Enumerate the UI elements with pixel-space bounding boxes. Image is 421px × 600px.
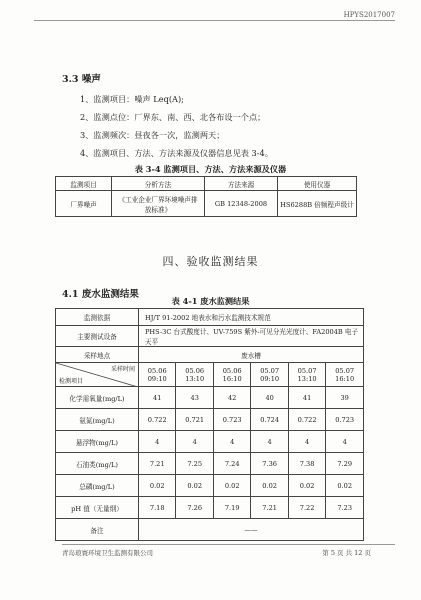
table-row bbox=[56, 409, 364, 431]
time-header-row bbox=[56, 363, 364, 387]
value-cell: 0.722 bbox=[288, 409, 325, 431]
value-cell: 41 bbox=[288, 387, 325, 409]
remark-value: —— bbox=[139, 519, 364, 541]
col-header-item: 监测项目 bbox=[56, 177, 112, 191]
chapter-title: 四、验收监测结果 bbox=[162, 255, 259, 268]
section-4-1-title: 4.1 废水监测结果 bbox=[62, 289, 139, 300]
diag-bottom-label: 检测项目 bbox=[59, 378, 84, 385]
col-header-source: 方法来源 bbox=[205, 177, 278, 191]
value-cell: 4 bbox=[139, 431, 176, 453]
table-row bbox=[56, 475, 364, 497]
cell-method: 《工业企业厂界环境噪声排放标准》 bbox=[112, 191, 205, 217]
table-row bbox=[56, 431, 364, 453]
value-cell: 0.02 bbox=[251, 475, 288, 497]
time-cell: 05.07 13:10 bbox=[288, 363, 325, 387]
cell-source: GB 12348-2008 bbox=[205, 191, 278, 217]
site-value: 废水槽 bbox=[139, 347, 364, 363]
table-4-1 bbox=[55, 308, 364, 541]
row-item-label: 总磷(mg/L) bbox=[56, 475, 139, 497]
row-item-label: 石油类(mg/L) bbox=[56, 453, 139, 475]
value-cell: 0.02 bbox=[326, 475, 364, 497]
value-cell: 7.21 bbox=[251, 497, 288, 519]
value-cell: 7.19 bbox=[213, 497, 250, 519]
header-rule bbox=[34, 20, 395, 21]
value-cell: 41 bbox=[139, 387, 176, 409]
table-row bbox=[56, 453, 364, 475]
value-cell: 4 bbox=[326, 431, 364, 453]
value-cell: 0.723 bbox=[213, 409, 250, 431]
value-cell: 7.18 bbox=[139, 497, 176, 519]
value-cell: 7.22 bbox=[288, 497, 325, 519]
value-cell: 0.722 bbox=[139, 409, 176, 431]
value-cell: 4 bbox=[251, 431, 288, 453]
table-row bbox=[56, 497, 364, 519]
remark-row bbox=[56, 519, 364, 541]
value-cell: 43 bbox=[176, 387, 213, 409]
value-cell: 0.723 bbox=[326, 409, 364, 431]
value-cell: 0.02 bbox=[176, 475, 213, 497]
diag-top-label: 采样时间 bbox=[110, 366, 135, 373]
noise-item-4: 4、监测项目、方法、方法来源及仪器信息见表 3-4。 bbox=[80, 148, 273, 158]
basis-value: HJ/T 91-2002 地表水和污水监测技术规范 bbox=[139, 309, 364, 326]
time-cell: 05.06 09:10 bbox=[139, 363, 176, 387]
remark-label: 备注 bbox=[56, 519, 139, 541]
value-cell: 42 bbox=[213, 387, 250, 409]
report-code: HPYS2017007 bbox=[343, 11, 395, 19]
noise-item-2: 2、监测点位：厂界东、南、西、北各布设一个点； bbox=[80, 112, 266, 122]
value-cell: 40 bbox=[251, 387, 288, 409]
basis-label: 监测依据 bbox=[56, 309, 139, 326]
value-cell: 0.02 bbox=[139, 475, 176, 497]
value-cell: 7.29 bbox=[326, 453, 364, 475]
site-label: 采样地点 bbox=[56, 347, 139, 363]
value-cell: 7.36 bbox=[251, 453, 288, 475]
time-cell: 05.06 16:10 bbox=[213, 363, 250, 387]
footer-page-number: 第 5 页 共 12 页 bbox=[322, 549, 371, 557]
value-cell: 7.26 bbox=[176, 497, 213, 519]
section-3-3-title: 3.3 噪声 bbox=[62, 74, 101, 85]
col-header-instrument: 使用仪器 bbox=[278, 177, 357, 191]
col-header-method: 分析方法 bbox=[112, 177, 205, 191]
value-cell: 7.38 bbox=[288, 453, 325, 475]
value-cell: 7.24 bbox=[213, 453, 250, 475]
table-3-4-caption: 表 3-4 监测项目、方法、方法来源及仪器 bbox=[134, 164, 287, 174]
footer-organization: 青岛琅寰环境卫生监测有限公司 bbox=[62, 549, 153, 557]
value-cell: 0.721 bbox=[176, 409, 213, 431]
noise-item-3: 3、监测频次：昼夜各一次，监测两天； bbox=[80, 130, 225, 140]
value-cell: 39 bbox=[326, 387, 364, 409]
instruments-value: PHS-3C 台式酸度计、UV-759S 紫外-可见分光光度计、FA2004B 电子天平 bbox=[139, 326, 364, 347]
value-cell: 7.25 bbox=[176, 453, 213, 475]
value-cell: 7.23 bbox=[326, 497, 364, 519]
table-3-4 bbox=[55, 176, 357, 217]
row-item-label: pH 值（无量纲） bbox=[56, 497, 139, 519]
diagonal-header-cell bbox=[56, 363, 139, 387]
table-row bbox=[56, 387, 364, 409]
time-cell: 05.07 16:10 bbox=[326, 363, 364, 387]
row-item-label: 氨氮(mg/L) bbox=[56, 409, 139, 431]
row-item-label: 悬浮物(mg/L) bbox=[56, 431, 139, 453]
row-item-label: 化学需氧量(mg/L) bbox=[56, 387, 139, 409]
footer-rule bbox=[62, 544, 395, 545]
time-cell: 05.07 09:10 bbox=[251, 363, 288, 387]
instruments-label: 主要测试设备 bbox=[56, 326, 139, 347]
value-cell: 4 bbox=[288, 431, 325, 453]
value-cell: 4 bbox=[176, 431, 213, 453]
value-cell: 0.02 bbox=[213, 475, 250, 497]
value-cell: 0.724 bbox=[251, 409, 288, 431]
noise-item-1: 1、监测项目：噪声 Leq(A); bbox=[80, 94, 184, 104]
time-cell: 05.06 13:10 bbox=[176, 363, 213, 387]
cell-instrument: HS6288B 倍频程声级计 bbox=[278, 191, 357, 217]
value-cell: 4 bbox=[213, 431, 250, 453]
value-cell: 7.21 bbox=[139, 453, 176, 475]
value-cell: 0.02 bbox=[288, 475, 325, 497]
table-4-1-caption: 表 4-1 废水监测结果 bbox=[171, 296, 250, 306]
cell-item: 厂界噪声 bbox=[56, 191, 112, 217]
